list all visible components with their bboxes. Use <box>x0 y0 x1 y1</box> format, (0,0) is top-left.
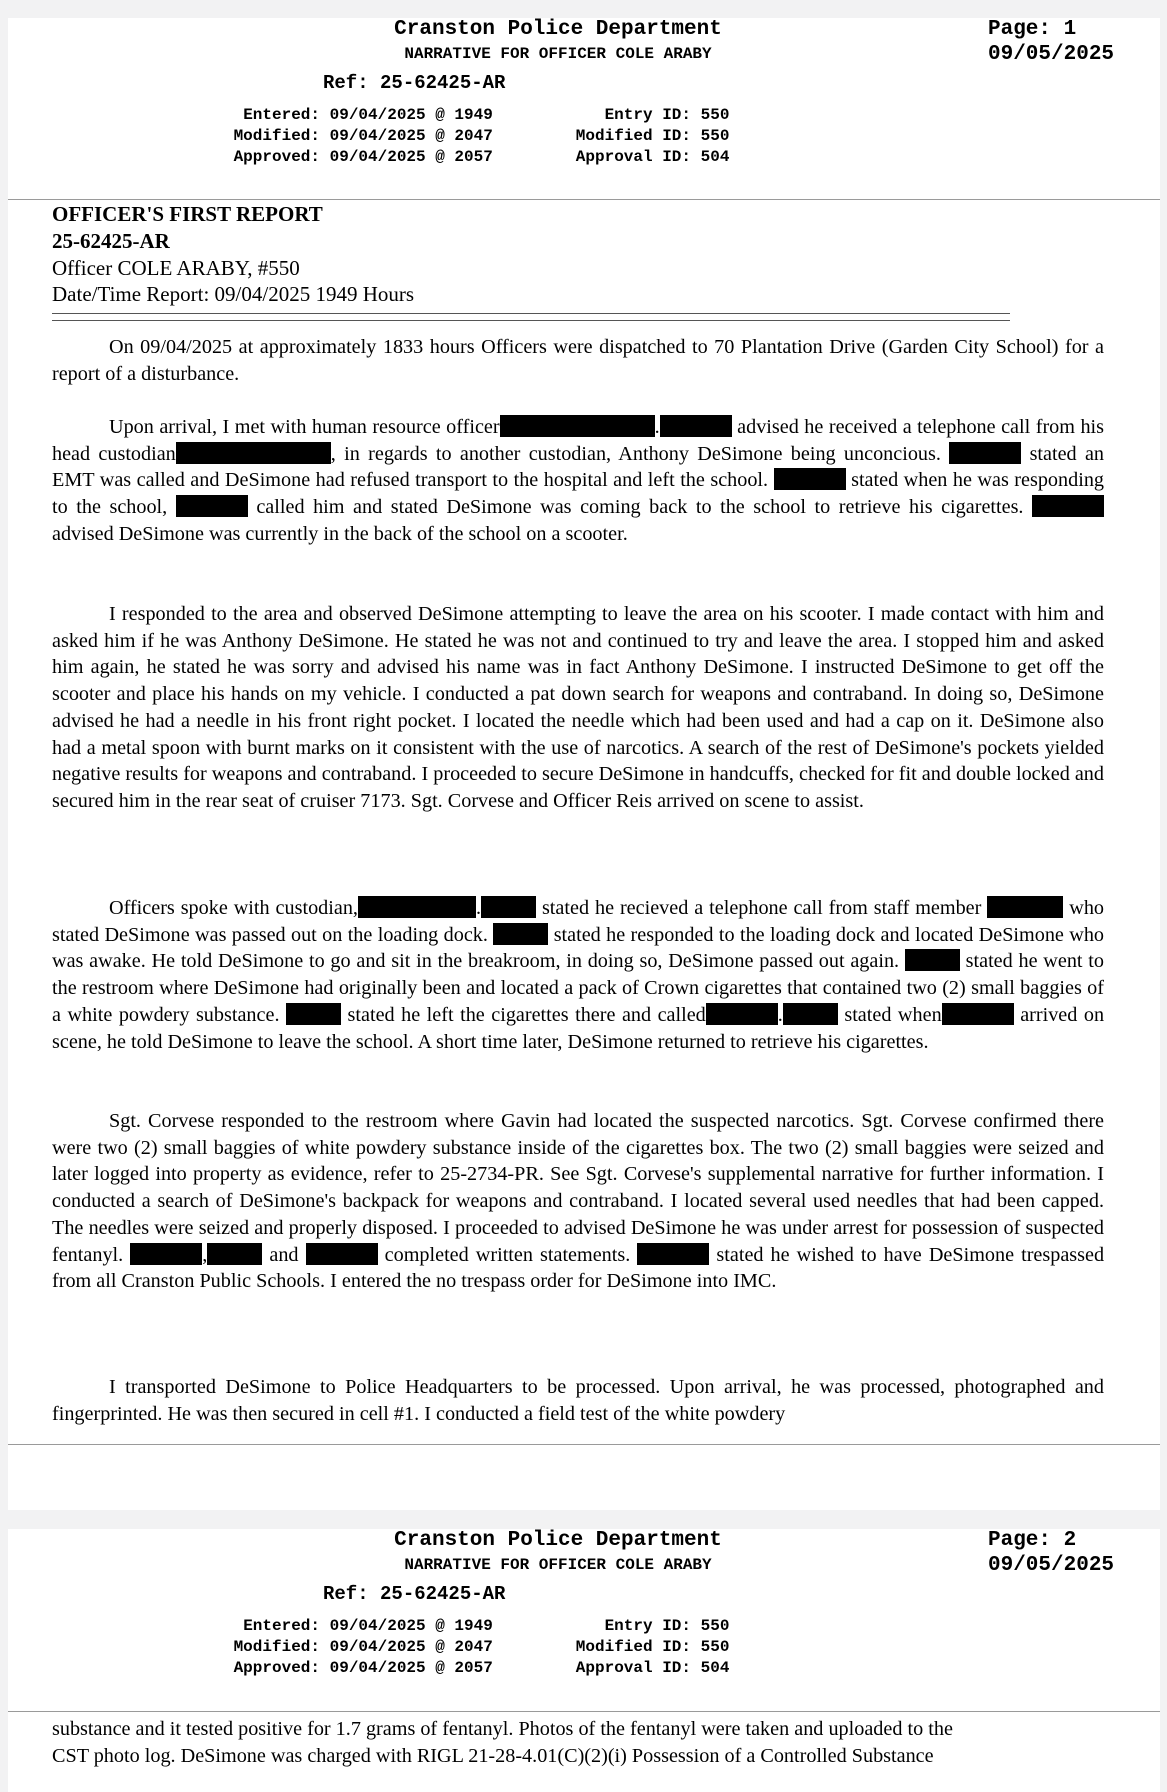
redaction-bar <box>130 1243 202 1265</box>
redaction-bar <box>949 442 1021 464</box>
report-page-2 <box>8 1529 1160 1792</box>
page-number: Page: 2 <box>988 1529 1077 1552</box>
report-ref: 25-62425-AR <box>52 229 170 253</box>
entry-ids: Entry ID: 550 Modified ID: 550 Approval ID: 504 <box>575 106 730 166</box>
paragraph-dispatch: On 09/04/2025 at approximately 1833 hours Officers were dispatched to 70 Plantation Drive (Garden City School) for a report of a disturbance. <box>52 336 1104 385</box>
header-divider <box>8 199 1160 200</box>
page-number: Page: 1 <box>988 18 1077 41</box>
report-datetime: Date/Time Report: 09/04/2025 1949 Hours <box>52 282 415 306</box>
report-date: 09/05/2025 <box>988 43 1115 66</box>
redaction-bar <box>1032 495 1104 517</box>
redaction-bar <box>783 1003 838 1025</box>
redaction-bar <box>176 495 248 517</box>
page-end-divider <box>8 1444 1160 1445</box>
continued-line-2: CST photo log. DeSimone was charged with RIGL 21-28-4.01(C)(2)(i) Possession of a Controlled Substance <box>52 1745 934 1767</box>
redaction-bar <box>358 896 476 918</box>
continued-line-1: substance and it tested positive for 1.7 grams of fentanyl. Photos of the fentanyl were taken and uploaded to the <box>52 1718 953 1740</box>
paragraph-contact: I responded to the area and observed DeSimone attempting to leave the area on his scooter. I made contact with him and asked him if he was Anthony DeSimone. He stated he was not and continued to try and leave the area. I stopped him and asked him again, he stated he was sorry and advised his name was in fact Anthony DeSimone. I instructed DeSimone to get off the scooter and place his hands on my vehicle. I conducted a pat down search for weapons and contraband. In doing so, DeSimone advised he had a needle in his front right pocket. I located the needle which had been used and had a cap on it. DeSimone also had a metal spoon with burnt marks on it consistent with the use of narcotics. A search of the rest of DeSimone's pockets yielded negative results for weapons and contraband. I proceeded to secure DeSimone in handcuffs, checked for fit and double locked and secured him in the rear seat of cruiser 7173. Sgt. Corvese and Officer Reis arrived on scene to assist. <box>52 603 1104 812</box>
redaction-bar <box>774 468 846 490</box>
redaction-bar <box>176 442 331 464</box>
entry-times: Entered: 09/04/2025 @ 1949 Modified: 09/04/2025 @ 2047 Approved: 09/04/2025 @ 2057 <box>233 1617 493 1677</box>
redaction-bar <box>987 896 1063 918</box>
redaction-bar <box>286 1003 341 1025</box>
redaction-bar <box>207 1243 262 1265</box>
report-page-1 <box>8 18 1160 1510</box>
double-rule-separator <box>52 313 1010 321</box>
redaction-bar <box>660 415 732 437</box>
ref-line: Ref: 25-62425-AR <box>323 72 506 94</box>
entry-ids: Entry ID: 550 Modified ID: 550 Approval ID: 504 <box>575 1617 730 1677</box>
entry-times: Entered: 09/04/2025 @ 1949 Modified: 09/04/2025 @ 2047 Approved: 09/04/2025 @ 2057 <box>233 106 493 166</box>
redaction-bar <box>306 1243 378 1265</box>
paragraph-processing: I transported DeSimone to Police Headquarters to be processed. Upon arrival, he was processed, photographed and fingerprinted. He was then secured in cell #1. I conducted a field test of the white powdery <box>52 1376 1104 1425</box>
redaction-bar <box>905 949 960 971</box>
paragraph-custodian-statement: Officers spoke with custodian, . stated he recieved a telephone call from staff member who stated DeSimone was passed out on the loading dock. stated he responded to the loading dock and located DeSimone who was awake. He told DeSimone to go and sit in the breakroom, in doing so, DeSimone passed out again. stated he went to the restroom where DeSimone had originally been and located a pack of Crown cigarettes that contained two (2) small baggies of a white powdery substance. stated he left the cigarettes there and called . stated when arrived on scene, he told DeSimone to leave the school. A short time later, DeSimone returned to retrieve his cigarettes. <box>52 897 1105 1053</box>
redaction-bar <box>500 415 655 437</box>
department-title: Cranston Police Department <box>394 1529 722 1552</box>
ref-line: Ref: 25-62425-AR <box>323 1583 506 1605</box>
redaction-bar <box>706 1003 778 1025</box>
header-divider <box>8 1711 1160 1712</box>
department-title: Cranston Police Department <box>394 18 722 41</box>
paragraph-arrival: Upon arrival, I met with human resource officer . advised he received a telephone call from his head custodian , in regards to another custodian, Anthony DeSimone being unconcious. stated an EMT was called and DeSimone had refused transport to the hospital and left the school. stated when he was responding to the school, called him and stated DeSimone was coming back to the school to retrieve his cigarettes. advised DeSimone was currently in the back of the school on a scooter. <box>52 416 1105 545</box>
narrative-title: NARRATIVE FOR OFFICER COLE ARABY <box>404 1556 712 1574</box>
paragraph-narcotics: Sgt. Corvese responded to the restroom where Gavin had located the suspected narcotics. Sgt. Corvese confirmed there were two (2) small baggies of white powdery substance inside of the cigarettes box. The two (2) small baggies were seized and later logged into property as evidence, refer to 25-2734-PR. See Sgt. Corvese's supplemental narrative for further information. I conducted a search of DeSimone's backpack for weapons and contraband. I located several used needles that had been capped. The needles were seized and properly disposed. I proceeded to advised DeSimone he was under arrest for possession of suspected fentanyl. , and completed written statements. stated he wished to have DeSimone trespassed from all Cranston Public Schools. I entered the no trespass order for DeSimone into IMC. <box>52 1110 1105 1293</box>
redaction-bar <box>481 896 536 918</box>
officer-name: Officer COLE ARABY, #550 <box>52 256 300 280</box>
narrative-title: NARRATIVE FOR OFFICER COLE ARABY <box>404 45 712 63</box>
redaction-bar <box>942 1003 1014 1025</box>
redaction-bar <box>493 923 548 945</box>
redaction-bar <box>637 1243 709 1265</box>
report-heading: OFFICER'S FIRST REPORT <box>52 202 323 226</box>
report-date: 09/05/2025 <box>988 1554 1115 1577</box>
